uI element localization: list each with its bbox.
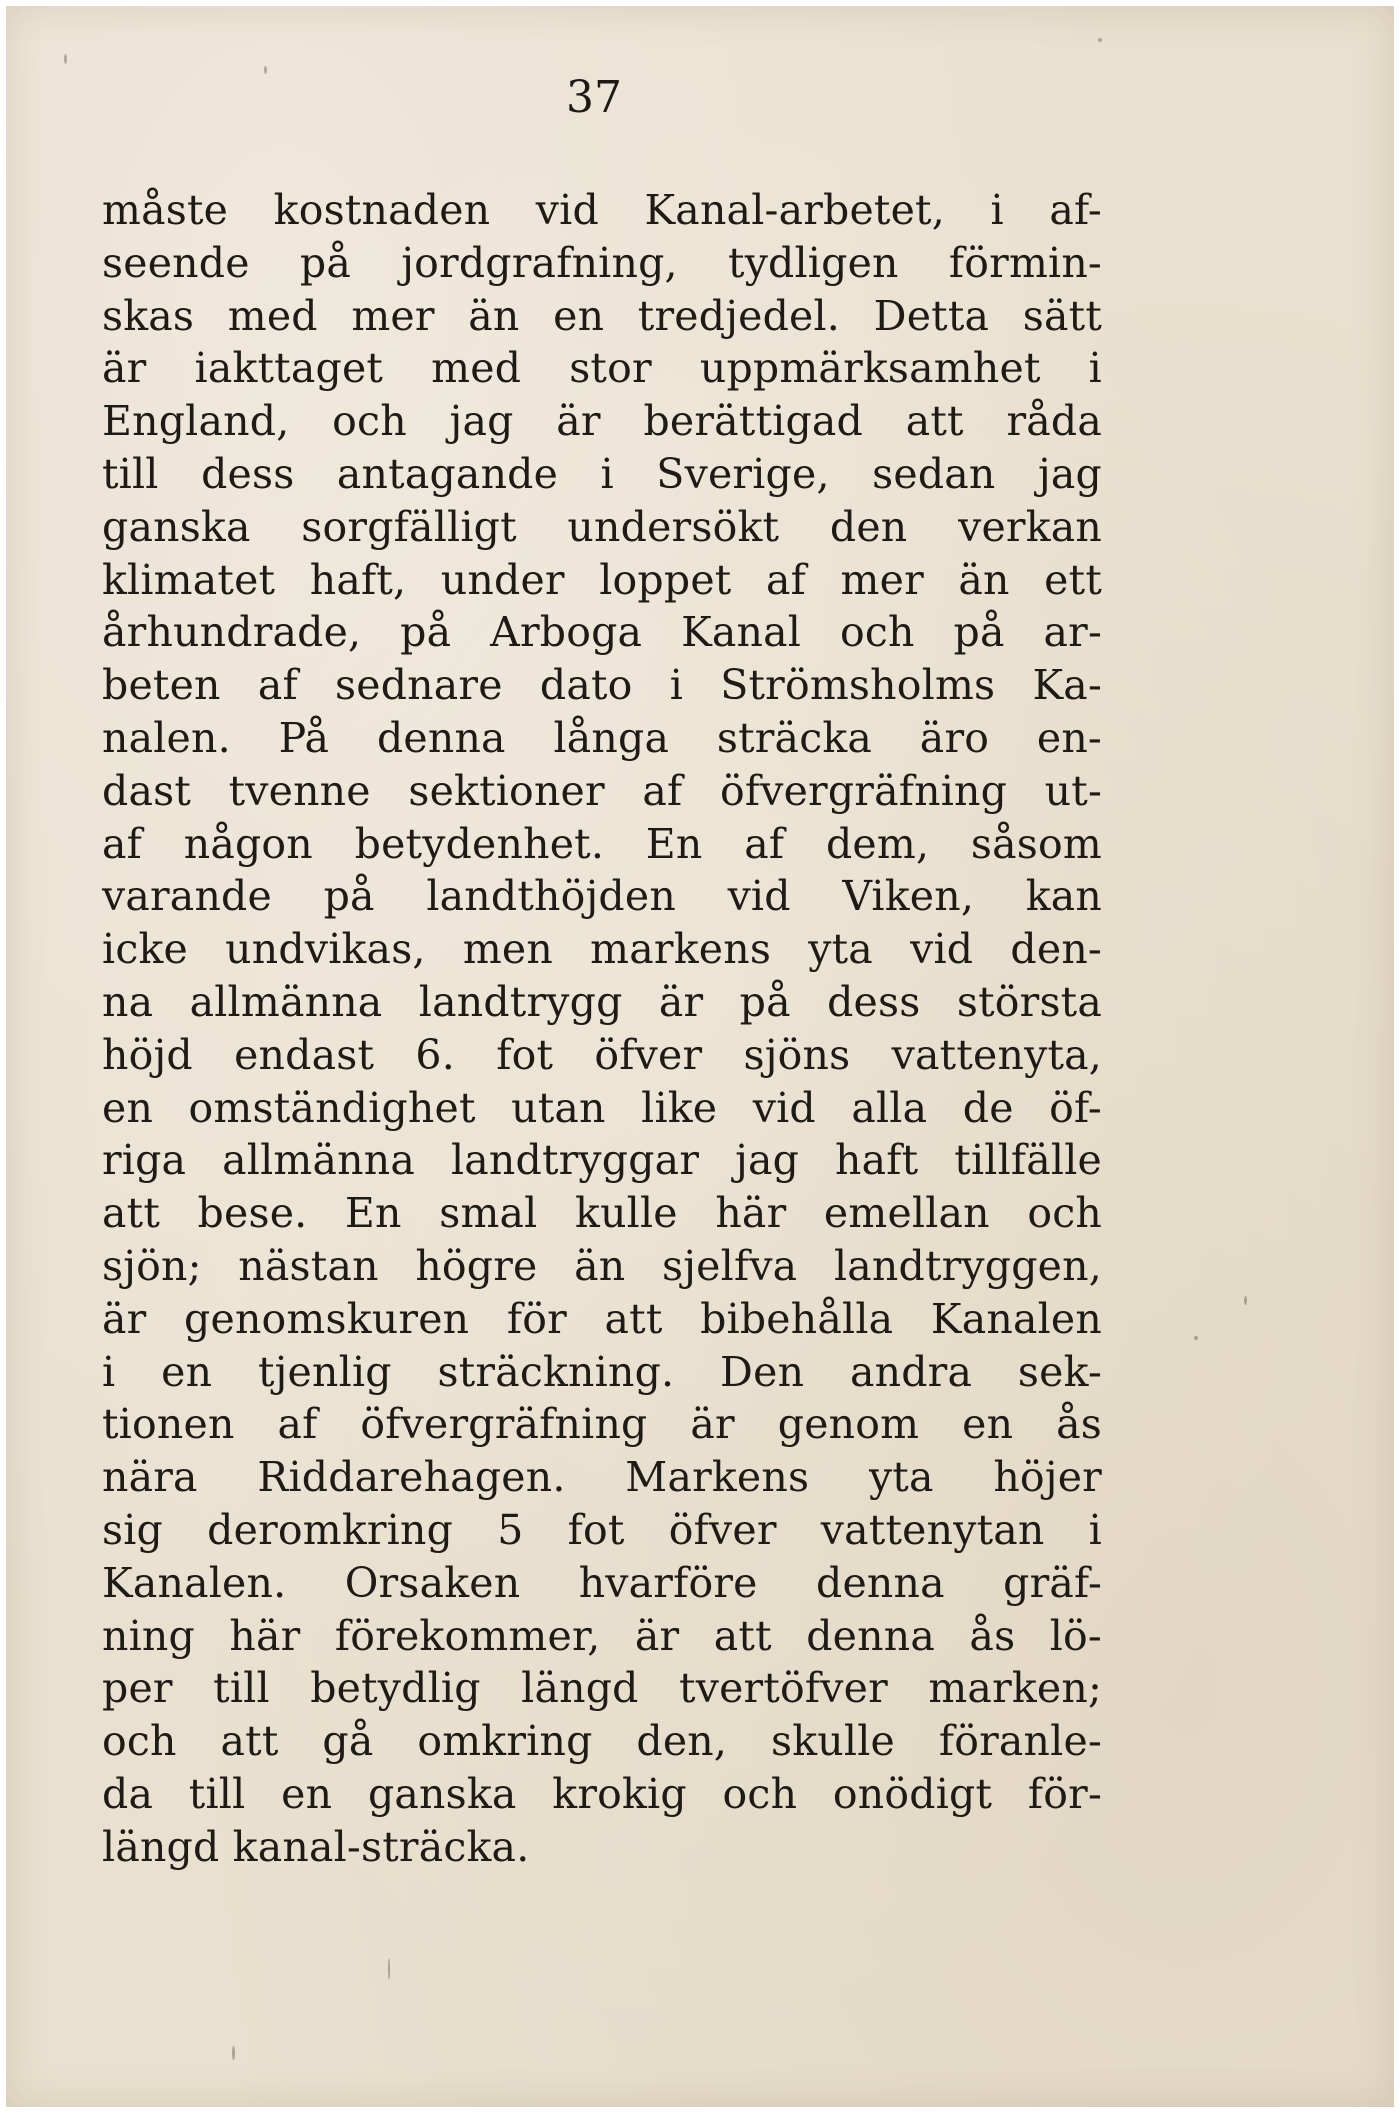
book-page bbox=[6, 6, 1394, 2107]
text-line: icke undvikas, men markens yta vid den- bbox=[102, 925, 1102, 974]
text-line: måste kostnaden vid Kanal-arbetet, i af- bbox=[102, 186, 1102, 234]
text-line: klimatet haft, under loppet af mer än ett bbox=[102, 555, 1102, 604]
text-line: sig deromkring 5 fot öfver vattenytan i bbox=[102, 1505, 1102, 1554]
text-line: och att gå omkring den, skulle föranle- bbox=[102, 1717, 1102, 1766]
text-line: sjön; nästan högre än sjelfva landtryggen, bbox=[102, 1241, 1102, 1290]
text-line: skas med mer än en tredjedel. Detta sätt bbox=[102, 291, 1102, 340]
text-line: da till en ganska krokig och onödigt för- bbox=[102, 1769, 1102, 1818]
text-line: längd kanal-sträcka. bbox=[102, 1822, 530, 1871]
text-line: varande på landthöjden vid Viken, kan bbox=[102, 872, 1102, 921]
text-line: till dess antagande i Sverige, sedan jag bbox=[102, 449, 1102, 498]
paper-speck bbox=[232, 2046, 235, 2060]
page-number: 37 bbox=[566, 72, 622, 123]
text-line: nalen. På denna långa sträcka äro en- bbox=[102, 713, 1102, 762]
text-line: beten af sednare dato i Strömsholms Ka- bbox=[102, 661, 1102, 710]
paper-speck bbox=[264, 66, 267, 74]
text-line: en omständighet utan like vid alla de öf- bbox=[102, 1083, 1102, 1132]
text-line: är genomskuren för att bibehålla Kanalen bbox=[102, 1294, 1102, 1343]
text-line: att bese. En smal kulle här emellan och bbox=[102, 1189, 1102, 1238]
text-line: nära Riddarehagen. Markens yta höjer bbox=[102, 1453, 1102, 1502]
text-line: af någon betydenhet. En af dem, såsom bbox=[102, 819, 1102, 868]
text-line: riga allmänna landtryggar jag haft tillfälle bbox=[102, 1136, 1102, 1185]
paper-speck bbox=[64, 54, 67, 64]
text-line: na allmänna landtrygg är på dess största bbox=[102, 977, 1102, 1026]
paper-speck bbox=[1098, 38, 1102, 42]
text-line: ganska sorgfälligt undersökt den verkan bbox=[102, 502, 1102, 551]
text-line: ning här förekommer, är att denna ås lö- bbox=[102, 1611, 1102, 1660]
text-line: i en tjenlig sträckning. Den andra sek- bbox=[102, 1347, 1102, 1396]
text-line: dast tvenne sektioner af öfvergräfning ut- bbox=[102, 766, 1102, 815]
text-line: England, och jag är berättigad att råda bbox=[102, 397, 1102, 446]
text-line: Kanalen. Orsaken hvarföre denna gräf- bbox=[102, 1558, 1102, 1607]
text-line: per till betydlig längd tvertöfver marken; bbox=[102, 1664, 1102, 1713]
text-line: tionen af öfvergräfning är genom en ås bbox=[102, 1400, 1102, 1449]
body-text bbox=[102, 184, 1102, 1874]
text-line: århundrade, på Arboga Kanal och på ar- bbox=[102, 608, 1102, 657]
text-line: höjd endast 6. fot öfver sjöns vattenyta, bbox=[102, 1030, 1102, 1079]
paper-speck bbox=[1194, 1336, 1198, 1340]
paper-speck bbox=[1244, 1296, 1247, 1305]
paper-speck bbox=[388, 1958, 390, 1980]
text-line: är iakttaget med stor uppmärksamhet i bbox=[102, 344, 1102, 393]
text-line: seende på jordgrafning, tydligen förmin- bbox=[102, 238, 1102, 287]
